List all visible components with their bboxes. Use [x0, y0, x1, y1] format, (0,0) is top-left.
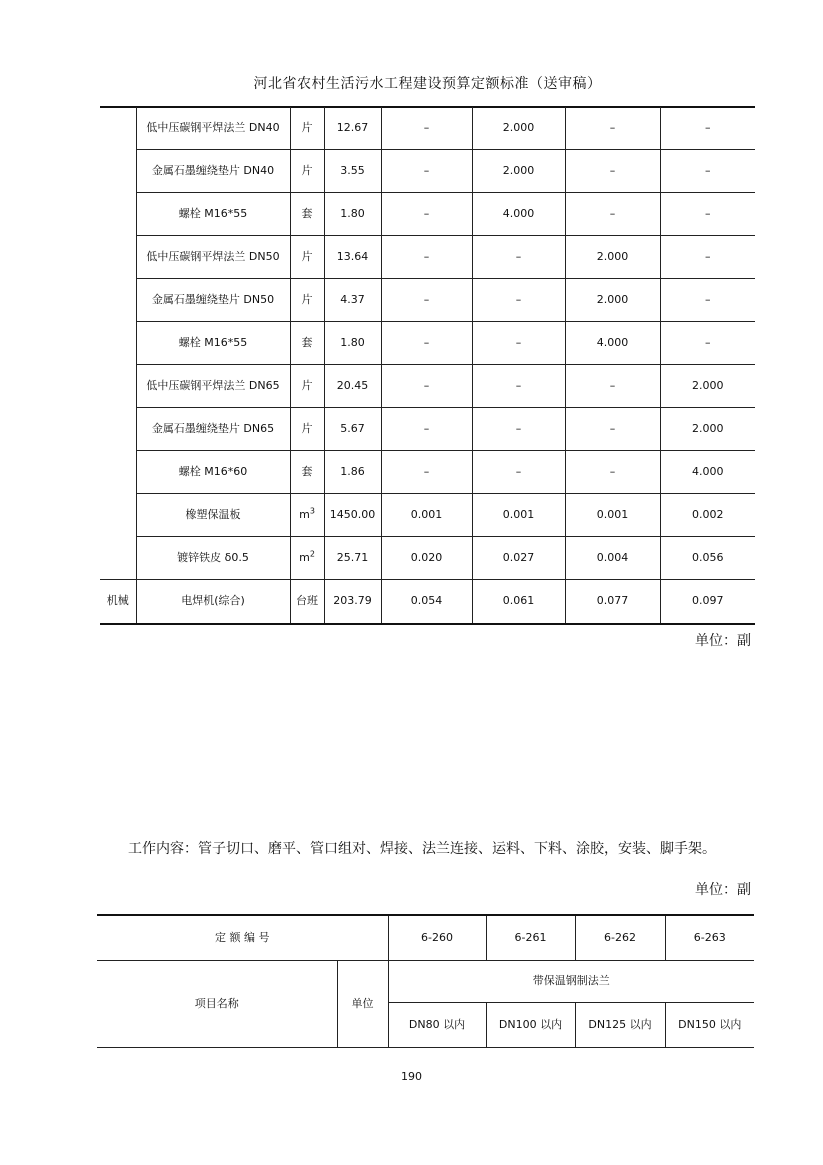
unit-cell: 台班	[290, 580, 324, 624]
table-row	[100, 537, 755, 580]
category-cell	[100, 451, 136, 494]
table-row	[100, 279, 755, 322]
quantity-cell: 0.001	[381, 494, 472, 537]
quantity-cell: 0.077	[565, 580, 660, 624]
unit-cell: 片	[290, 365, 324, 408]
quantity-cell: –	[381, 451, 472, 494]
quantity-cell: –	[472, 279, 565, 322]
size-label: DN150 以内	[665, 1002, 754, 1047]
material-name: 金属石墨缠绕垫片 DN50	[136, 279, 290, 322]
material-name: 螺栓 M16*60	[136, 451, 290, 494]
quantity-cell: 0.020	[381, 537, 472, 580]
quantity-cell: 4.000	[660, 451, 755, 494]
materials-table-body	[100, 107, 755, 624]
quantity-cell: 2.000	[472, 107, 565, 150]
material-name: 螺栓 M16*55	[136, 322, 290, 365]
table-row	[100, 236, 755, 279]
quantity-cell: –	[472, 408, 565, 451]
quantity-cell: –	[381, 365, 472, 408]
quota-code: 6-262	[575, 915, 665, 960]
quantity-cell: –	[381, 107, 472, 150]
unit-cell: 片	[290, 279, 324, 322]
material-name: 镀锌铁皮 δ0.5	[136, 537, 290, 580]
table-row	[100, 408, 755, 451]
material-name: 低中压碳钢平焊法兰 DN50	[136, 236, 290, 279]
material-name: 螺栓 M16*55	[136, 193, 290, 236]
quantity-cell: 0.097	[660, 580, 755, 624]
category-cell	[100, 193, 136, 236]
table-row	[100, 451, 755, 494]
unit-note-bottom: 单位：副	[695, 882, 751, 898]
category-cell	[100, 279, 136, 322]
quantity-cell: 2.000	[565, 236, 660, 279]
table-row	[100, 580, 755, 624]
quantity-cell: –	[472, 236, 565, 279]
category-cell	[100, 107, 136, 150]
price-cell: 1.80	[324, 322, 381, 365]
page-header-title: 河北省农村生活污水工程建设预算定额标准（送审稿）	[253, 76, 602, 92]
item-name-label: 项目名称	[97, 960, 337, 1047]
quantity-cell: 4.000	[472, 193, 565, 236]
size-label: DN125 以内	[575, 1002, 665, 1047]
group-title: 带保温钢制法兰	[388, 960, 754, 1002]
work-content: 工作内容：管子切口、磨平、管口组对、焊接、法兰连接、运料、下料、涂胶，安装、脚手架。	[128, 841, 716, 857]
unit-base: m	[299, 508, 310, 521]
quantity-cell: 0.027	[472, 537, 565, 580]
category-cell	[100, 150, 136, 193]
category-cell	[100, 322, 136, 365]
price-cell: 203.79	[324, 580, 381, 624]
table-row	[100, 494, 755, 537]
table-row	[100, 322, 755, 365]
unit-label: 单位	[337, 960, 388, 1047]
unit-base: m	[299, 551, 310, 564]
quantity-cell: 2.000	[660, 365, 755, 408]
category-cell	[100, 236, 136, 279]
quota-group-row	[97, 960, 754, 1002]
table-row	[100, 193, 755, 236]
quota-table	[97, 914, 754, 1048]
unit-cell: 套	[290, 322, 324, 365]
unit-cell: 片	[290, 408, 324, 451]
price-cell: 1.80	[324, 193, 381, 236]
quantity-cell: –	[381, 193, 472, 236]
quantity-cell: 4.000	[565, 322, 660, 365]
quantity-cell: –	[660, 236, 755, 279]
quantity-cell: 0.001	[565, 494, 660, 537]
quantity-cell: –	[660, 279, 755, 322]
unit-cell: 片	[290, 150, 324, 193]
quantity-cell: 0.056	[660, 537, 755, 580]
quantity-cell: –	[472, 451, 565, 494]
quantity-cell: –	[565, 365, 660, 408]
size-label: DN80 以内	[388, 1002, 486, 1047]
price-cell: 1450.00	[324, 494, 381, 537]
price-cell: 5.67	[324, 408, 381, 451]
quantity-cell: –	[381, 408, 472, 451]
quantity-cell: –	[660, 107, 755, 150]
material-name: 金属石墨缠绕垫片 DN40	[136, 150, 290, 193]
unit-cell: 片	[290, 236, 324, 279]
price-cell: 4.37	[324, 279, 381, 322]
unit-cell	[290, 537, 324, 580]
category-cell	[100, 365, 136, 408]
quantity-cell: –	[381, 279, 472, 322]
quota-code: 6-263	[665, 915, 754, 960]
quantity-cell: –	[565, 451, 660, 494]
materials-table	[100, 107, 755, 625]
price-cell: 25.71	[324, 537, 381, 580]
category-cell	[100, 537, 136, 580]
quantity-cell: –	[381, 150, 472, 193]
quantity-cell: 0.061	[472, 580, 565, 624]
quantity-cell: –	[472, 322, 565, 365]
material-name: 电焊机(综合)	[136, 580, 290, 624]
quota-code: 6-260	[388, 915, 486, 960]
price-cell: 1.86	[324, 451, 381, 494]
unit-cell: 套	[290, 193, 324, 236]
quantity-cell: –	[660, 150, 755, 193]
page-number: 190	[401, 1070, 422, 1083]
material-name: 橡塑保温板	[136, 494, 290, 537]
price-cell: 12.67	[324, 107, 381, 150]
category-cell	[100, 408, 136, 451]
quota-label: 定 额 编 号	[97, 915, 388, 960]
price-cell: 20.45	[324, 365, 381, 408]
unit-superscript: 3	[309, 506, 315, 516]
table-row	[100, 365, 755, 408]
table-row	[100, 107, 755, 150]
price-cell: 13.64	[324, 236, 381, 279]
unit-note-top: 单位：副	[695, 633, 751, 649]
quantity-cell: –	[381, 322, 472, 365]
quantity-cell: 0.002	[660, 494, 755, 537]
category-cell: 机械	[100, 580, 136, 624]
table-row	[100, 150, 755, 193]
quantity-cell: 0.001	[472, 494, 565, 537]
material-name: 低中压碳钢平焊法兰 DN65	[136, 365, 290, 408]
quantity-cell: –	[472, 365, 565, 408]
quantity-cell: 2.000	[565, 279, 660, 322]
quantity-cell: –	[565, 408, 660, 451]
material-name: 低中压碳钢平焊法兰 DN40	[136, 107, 290, 150]
material-name: 金属石墨缠绕垫片 DN65	[136, 408, 290, 451]
quantity-cell: 2.000	[472, 150, 565, 193]
category-cell	[100, 494, 136, 537]
unit-cell: 片	[290, 107, 324, 150]
quantity-cell: –	[660, 322, 755, 365]
quantity-cell: –	[565, 107, 660, 150]
unit-cell: 套	[290, 451, 324, 494]
unit-cell	[290, 494, 324, 537]
quantity-cell: 0.004	[565, 537, 660, 580]
quantity-cell: –	[565, 150, 660, 193]
price-cell: 3.55	[324, 150, 381, 193]
size-label: DN100 以内	[486, 1002, 575, 1047]
quantity-cell: 0.054	[381, 580, 472, 624]
quota-code: 6-261	[486, 915, 575, 960]
quantity-cell: –	[565, 193, 660, 236]
quantity-cell: –	[381, 236, 472, 279]
quota-code-row	[97, 915, 754, 960]
quantity-cell: 2.000	[660, 408, 755, 451]
quantity-cell: –	[660, 193, 755, 236]
unit-superscript: 2	[309, 549, 315, 559]
